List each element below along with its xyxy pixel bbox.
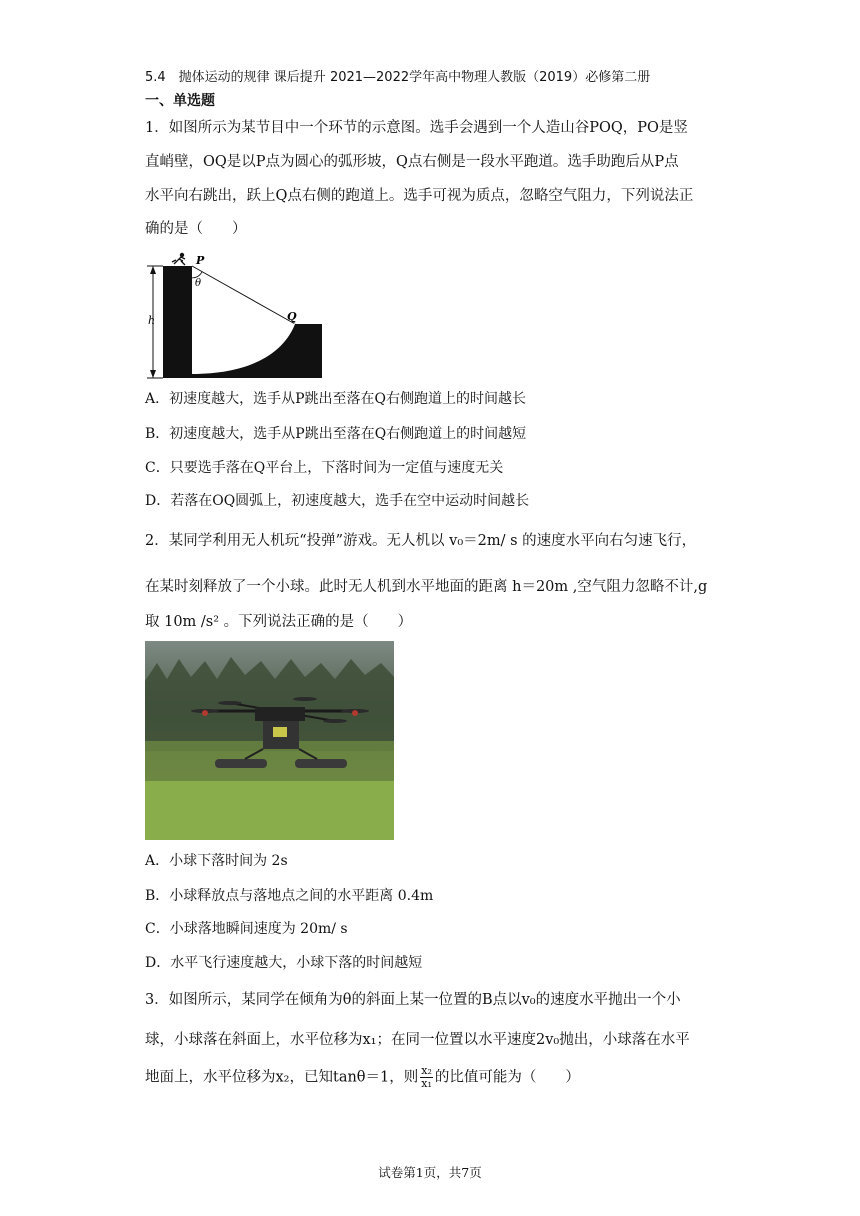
- q3-line-3-before: 地面上，水平位移为x₂，已知tanθ＝1，则: [145, 1069, 419, 1086]
- q3-line-3-after: 的比值可能为（ ）: [434, 1069, 580, 1086]
- label-p: P: [196, 254, 205, 267]
- label-h: h: [148, 314, 156, 327]
- height-arrow-bottom: [150, 370, 156, 378]
- page-footer: 试卷第1页，共7页: [378, 1165, 482, 1180]
- radius-line-pq: [192, 266, 295, 324]
- q2-option-c: C．小球落地瞬间速度为 20m/ s: [145, 921, 348, 937]
- q1-line-3: 水平向右跳出，跃上Q点右侧的跑道上。选手可视为质点，忽略空气阻力，下列说法正: [145, 188, 694, 204]
- q2-option-a: A．小球下落时间为 2s: [145, 853, 288, 869]
- q1-option-a: A．初速度越大，选手从P跳出至落在Q右侧跑道上的时间越长: [145, 391, 527, 407]
- q1-option-c: C．只要选手落在Q平台上，下落时间为一定值与速度无关: [145, 460, 504, 476]
- q3-line-1: 3．如图所示，某同学在倾角为θ的斜面上某一位置的B点以v₀的速度水平抛出一个小: [145, 992, 681, 1008]
- q2-line-1: 2．某同学利用无人机玩“投弹”游戏。无人机以 v₀＝2m/ s 的速度水平向右匀速飞行，: [145, 533, 697, 549]
- label-q: Q: [287, 310, 297, 323]
- q1-line-1: 1．如图所示为某节目中一个环节的示意图。选手会遇到一个人造山谷POQ，PO是竖: [145, 120, 688, 136]
- q3-line-2: 球，小球落在斜面上，水平位移为x₁；在同一位置以水平速度2v₀抛出，小球落在水平: [145, 1032, 690, 1048]
- q1-line-4: 确的是（ ）: [145, 221, 247, 237]
- q2-option-b: B．小球释放点与落地点之间的水平距离 0.4m: [145, 888, 434, 904]
- document-title: 5.4 抛体运动的规律 课后提升 2021—2022学年高中物理人教版（2019）必修第二册: [145, 70, 651, 85]
- runner-icon: [180, 253, 184, 257]
- q3-line-3: [145, 1065, 580, 1090]
- valley-diagram: [145, 250, 330, 382]
- cliff-and-slope: [163, 266, 322, 378]
- drone-photo: [145, 641, 394, 840]
- label-theta: θ: [195, 278, 202, 289]
- ratio-fraction: [420, 1065, 433, 1090]
- q2-line-3: 取 10m /s² 。下列说法正确的是（ ）: [145, 614, 413, 630]
- section-heading: 一、单选题: [145, 93, 215, 109]
- fraction-denominator: x₁: [421, 1077, 432, 1090]
- q1-option-d: D．若落在OQ圆弧上，初速度越大，选手在空中运动时间越长: [145, 493, 530, 509]
- q1-option-b: B．初速度越大，选手从P跳出至落在Q右侧跑道上的时间越短: [145, 426, 527, 442]
- q2-line-2: 在某时刻释放了一个小球。此时无人机到水平地面的距离 h＝20m ,空气阻力忽略不计,g: [145, 579, 708, 595]
- q1-line-2: 直峭壁，OQ是以P点为圆心的弧形坡，Q点右侧是一段水平跑道。选手助跑后从P点: [145, 154, 679, 170]
- label-o: O: [195, 364, 204, 375]
- fraction-numerator: x₂: [421, 1064, 432, 1077]
- q2-option-d: D．水平飞行速度越大，小球下落的时间越短: [145, 955, 423, 971]
- height-arrow-top: [150, 266, 156, 274]
